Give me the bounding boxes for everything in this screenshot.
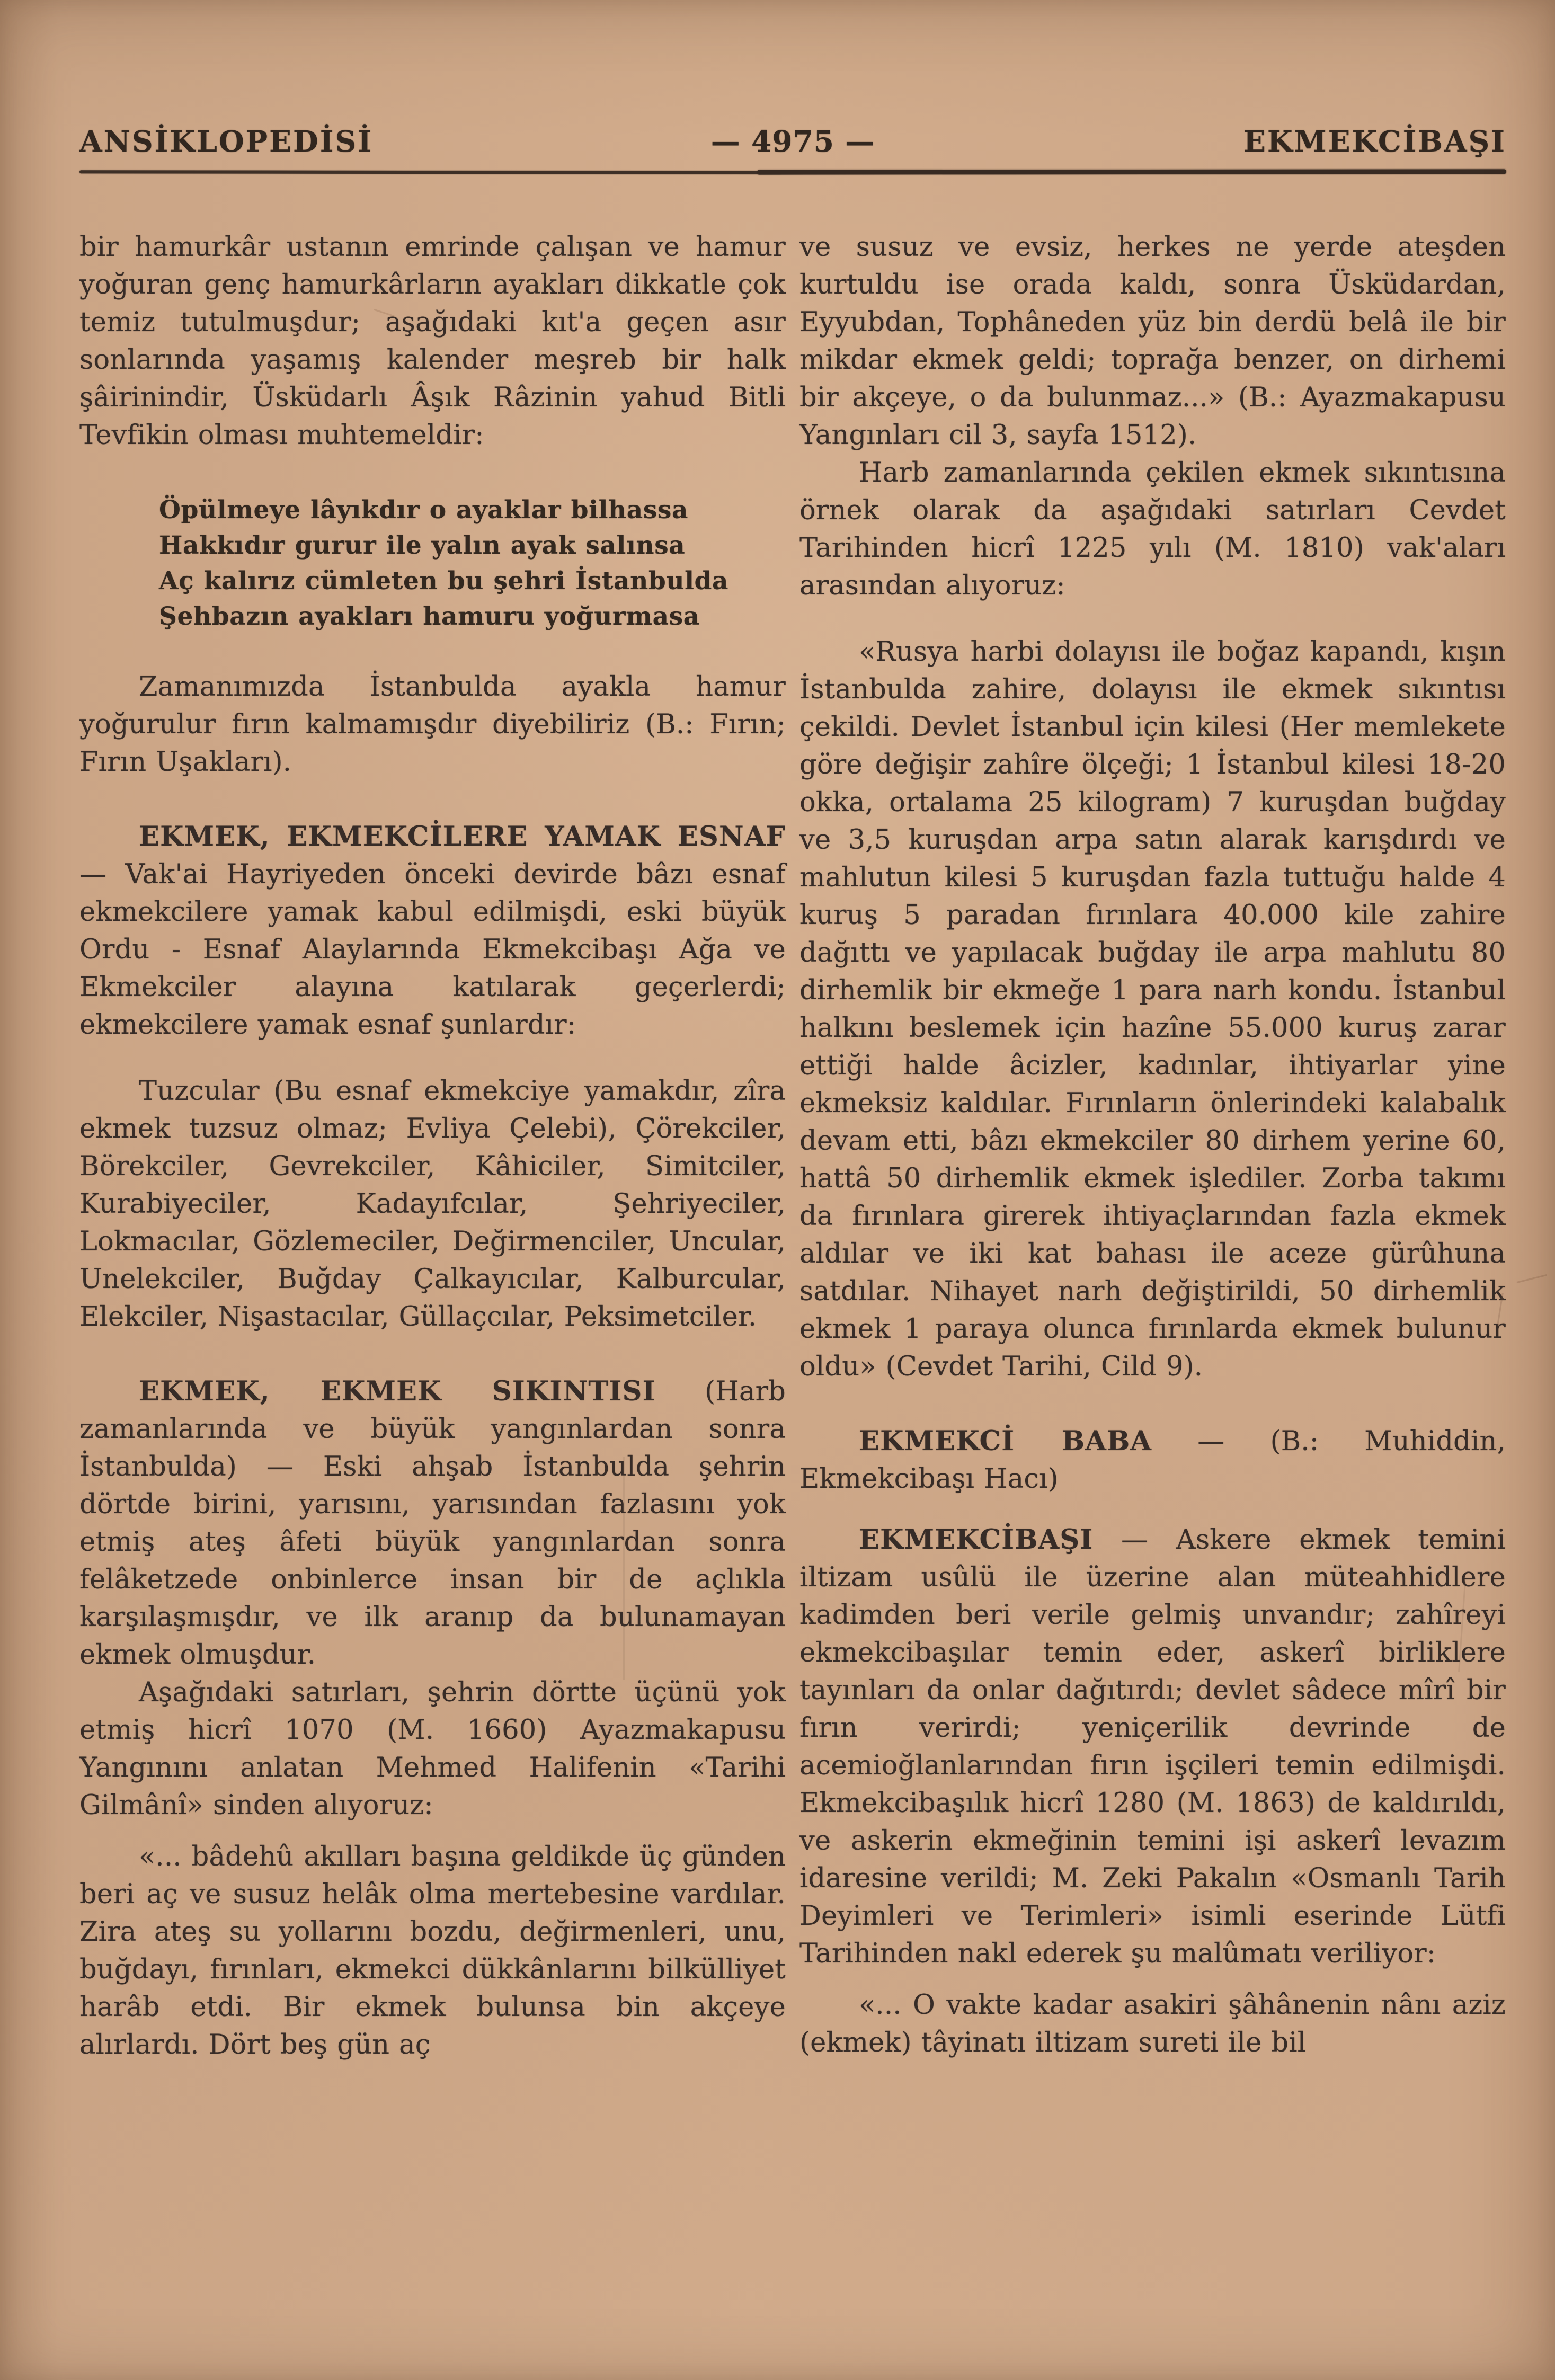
left-column [79,228,786,2064]
paragraph: Zamanımızda İstanbulda ayakla hamur yoğurulur fırın kalmamışdır diyebiliriz (B.: Fırın; Fırın Uşakları). [79,671,786,778]
entry-heading: EKMEKCİBAŞI [859,1524,1094,1556]
entry-body-text: — (B.: Muhiddin, Ekmekcibaşı Hacı) [799,1426,1506,1495]
entry-ekmek-ekmek-sikintisi [79,1373,786,1674]
paragraph-quotation: «... bâdehû akılları başına geldikde üç günden beri aç ve susuz helâk olma mertebesine vardılar. Zira ateş su yollarını bozdu, değirmenleri, unu, buğdayı, fırınları, ekmekci dükkânlarını bilkülliyet harâb etdi. Bir ekmek bulunsa bin akçeye alırlardı. Dört beş gün aç [79,1841,786,2061]
verse-line: Aç kalırız cümleten bu şehri İstanbulda [159,566,729,596]
entry-body-text: (Harb zamanlarında ve büyük yangınlardan sonra İstanbulda) — Eski ahşab İstanbulda şehrin dörtde birini, yarısını, yarısından fazlasını yok etmiş ateş âfeti büyük yangınlardan sonra felâketzede onbinlerce insan bir de açlıkla karşılaşmışdır, ve ilk aranıp da bulunamayan ekmek olmuşdur. [79,1376,786,1671]
paragraph-guild-list: Tuzcular (Bu esnaf ekmekciye yamakdır, zîra ekmek tuzsuz olmaz; Evliya Çelebi), Çörekciler, Börekciler, Gevrekciler, Kâhiciler, Simitciler, Kurabiyeciler, Kadayıfcılar, Şehriyeciler, Lokmacılar, Gözlemeciler, Değirmenciler, Uncular, Unelekciler, Buğday Çalkayıcılar, Kalburcular, Elekciler, Nişastacılar, Güllaçcılar, Peksimetciler. [79,1076,786,1333]
page-number: — 4975 — [710,124,875,158]
paragraph-continuation: bir hamurkâr ustanın emrinde çalışan ve hamur yoğuran genç hamurkârların ayakları dikkatle çok temiz tutulmuşdur; aşağıdaki kıt'a geçen asır sonlarında yaşamış kalender meşreb bir halk şâirinindir, Üsküdarlı Âşık Râzinin yahud Bitli Tevfikin olması muhtemeldir: [79,232,786,451]
entry-heading: EKMEK, EKMEKCİLERE YAMAK ESNAF [139,821,786,852]
paragraph-quotation: «... O vakte kadar asakiri şâhânenin nânı aziz (ekmek) tâyinatı iltizam sureti ile bil [799,1990,1506,2058]
encyclopedia-title: ANSİKLOPEDİSİ [79,124,373,158]
header-rule-left-segment [79,170,781,174]
entry-ekmekcibasi [799,1521,1506,1973]
entry-title-header: EKMEKCİBAŞI [1243,124,1506,158]
paragraph: Aşağıdaki satırları, şehrin dörtte üçünü yok etmiş hicrî 1070 (M. 1660) Ayazmakapusu Yangınını anlatan Mehmed Halifenin «Tarihi Gilmânî» sinden alıyoruz: [79,1677,786,1821]
header-rule [79,169,1506,176]
two-column-text [79,228,1506,2064]
verse-block [159,492,786,634]
header-rule-right-segment [757,169,1506,174]
entry-heading: EKMEK, EKMEK SIKINTISI [139,1375,656,1407]
paragraph-quotation: «Rusya harbi dolayısı ile boğaz kapandı, kışın İstanbulda zahire, dolayısı ile ekmek sıkıntısı çekildi. Devlet İstanbul için kilesi (Her memlekete göre değişir zahîre ölçeği; 1 İstanbul kilesi 18-20 okka, ortalama 25 kilogram) 7 kuruşdan buğday ve 3,5 kuruşdan arpa satın alarak karışdırdı ve mahlutun kilesi 5 kuruşdan fazla tuttuğu halde 4 kuruş 5 paradan fırınlara 40.000 kile zahire dağıttı ve yapılacak buğday ile arpa mahlutu 80 dirhemlik bir ekmeğe 1 para narh kondu. İstanbul halkını beslemek için hazîne 55.000 kuruş zarar ettiği halde âcizler, kadınlar, ihtiyarlar yine ekmeksiz kaldılar. Fırınların önlerindeki kalabalık devam etti, bâzı ekmekciler 80 dirhem yerine 60, hattâ 50 dirhemlik ekmek işlediler. Zorba takımı da fırınlara girerek ihtiyaçlarından fazla ekmek aldılar ve iki kat bahası ile aceze gürûhuna satdılar. Nihayet narh değiştirildi, 50 dirhemlik ekmek 1 paraya olunca fırınlarda ekmek bulunur oldu» (Cevdet Tarihi, Cild 9). [799,636,1506,1382]
verse-line: Öpülmeye lâyıkdır o ayaklar bilhassa [159,495,689,525]
entry-body-text: — Askere ekmek temini iltizam usûlü ile üzerine alan müteahhidlere kadimden beri verile gelmiş unvandır; zahîreyi ekmekcibaşılar temin eder, askerî birliklere tayınları da onlar dağıtırdı; devlet sâdece mîrî bir fırın verirdi; yeniçerilik devrinde de acemioğlanlarından fırın işçileri temin edilmişdi. Ekmekcibaşılık hicrî 1280 (M. 1863) de kaldırıldı, ve askerin ekmeğinin temini işi askerî levazım idaresine verildi; M. Zeki Pakalın «Osmanlı Tarih Deyimleri ve Terimleri» isimli eserinde Lütfi Tarihinden nakl ederek şu malûmatı veriliyor: [799,1524,1506,1969]
entry-ekmekci-baba [799,1423,1506,1498]
entry-heading: EKMEKCİ BABA [859,1425,1152,1457]
verse-line: Şehbazın ayakları hamuru yoğurmasa [159,602,700,631]
verse-line: Hakkıdır gurur ile yalın ayak salınsa [159,531,686,560]
right-column [799,228,1506,2064]
entry-ekmek-ekmekcilere-yamak-esnaf [79,818,786,1044]
paragraph-continuation: ve susuz ve evsiz, herkes ne yerde ateşden kurtuldu ise orada kaldı, sonra Üsküdardan, Eyyubdan, Tophâneden yüz bin derdü belâ ile bir mikdar ekmek geldi; toprağa benzer, on dirhemi bir akçeye, o da bulunmaz...» (B.: Ayazmakapusu Yangınları cil 3, sayfa 1512). [799,232,1506,451]
page-header [79,124,1506,158]
paragraph: Harb zamanlarında çekilen ekmek sıkıntısına örnek olarak da aşağıdaki satırları Cevdet Tarihinden hicrî 1225 yılı (M. 1810) vak'aları arasından alıyoruz: [799,457,1506,601]
entry-body-text: — Vak'ai Hayriyeden önceki devirde bâzı esnaf ekmekcilere yamak kabul edilmişdi, eski büyük Ordu - Esnaf Alaylarında Ekmekcibaşı Ağa ve Ekmekciler alayına katılarak geçerlerdi; ekmekcilere yamak esnaf şunlardır: [79,859,786,1041]
